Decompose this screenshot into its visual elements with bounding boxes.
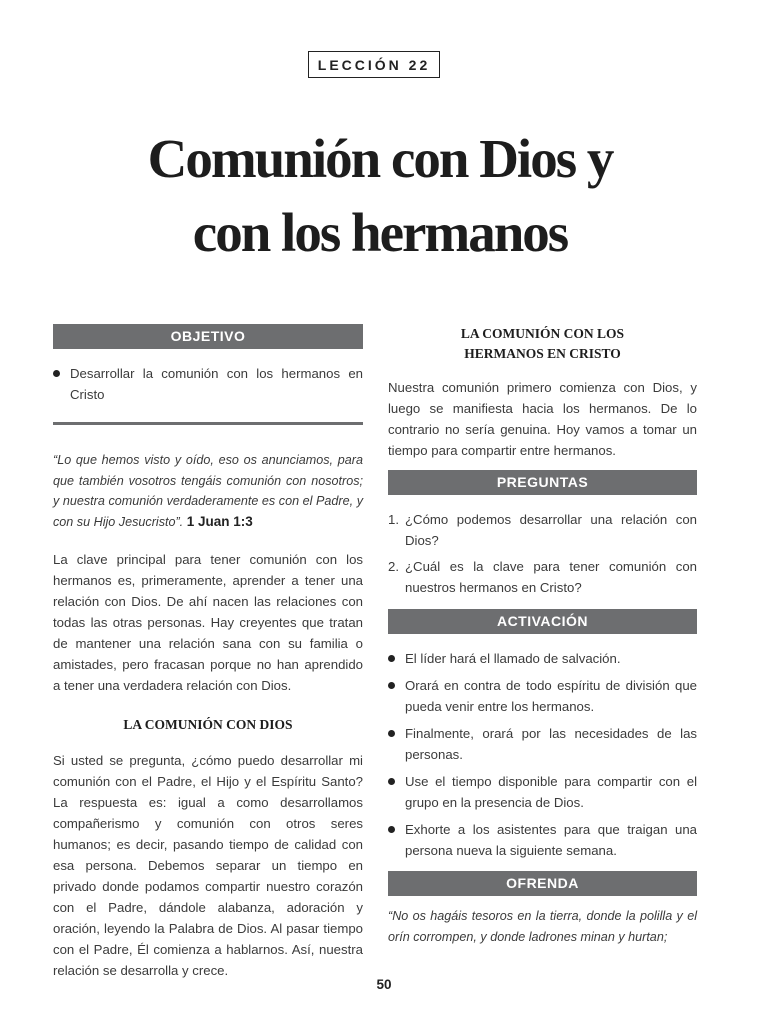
bullet-icon [388, 655, 395, 662]
activation-item [388, 771, 697, 813]
question-number: 2. [388, 559, 399, 574]
section-paragraph-comunion-hermanos: Nuestra comunión primero comienza con Dios, y luego se manifiesta hacia los hermanos. De lo contrario no sería genuina. Hoy vamos a tomar un tiempo para compartir entre hermanos. [388, 380, 697, 458]
question-text: ¿Cómo podemos desarrollar una relación con Dios? [405, 512, 697, 548]
activation-item [388, 819, 697, 861]
right-column [388, 324, 697, 947]
intro-paragraph: La clave principal para tener comunión con los hermanos es, primeramente, aprender a tener una relación con Dios. De ahí nacen las relaciones con todas las otras personas. Hay creyentes que tratan de mantener una relación sana con su familia o amistades, pero fracasan porque no han aprendido a tener una verdadera relación con Dios. [53, 552, 363, 693]
section-divider [53, 422, 363, 425]
offering-quote: “No os hagáis tesoros en la tierra, donde la polilla y el orín corrompen, y donde ladrones minan y hurtan; [388, 909, 697, 944]
questions-list [388, 509, 697, 598]
activation-item [388, 675, 697, 717]
objective-item [53, 363, 363, 405]
offering-heading: OFRENDA [388, 871, 697, 896]
left-column [53, 324, 363, 981]
activation-item-text: Orará en contra de todo espíritu de división que pueda venir entre los hermanos. [405, 678, 697, 714]
section-heading-line-1: LA COMUNIÓN CON LOS [460, 326, 625, 341]
activation-item-text: Finalmente, orará por las necesidades de las personas. [405, 726, 697, 762]
bullet-icon [388, 826, 395, 833]
activation-heading: ACTIVACIÓN [388, 609, 697, 634]
activation-item-text: El líder hará el llamado de salvación. [405, 651, 621, 666]
activation-item-text: Use el tiempo disponible para compartir con el grupo en la presencia de Dios. [405, 774, 697, 810]
title-line-2: con los hermanos [192, 202, 568, 263]
section-heading-comunion-hermanos [388, 324, 697, 364]
bullet-icon [388, 778, 395, 785]
question-item [388, 509, 697, 551]
questions-heading: PREGUNTAS [388, 470, 697, 495]
section-heading-line-2: HERMANOS EN CRISTO [464, 346, 621, 361]
activation-list [388, 648, 697, 861]
question-text: ¿Cuál es la clave para tener comunión con nuestros hermanos en Cristo? [405, 559, 697, 595]
lesson-label: LECCIÓN 22 [308, 51, 440, 78]
activation-item [388, 648, 697, 669]
page-number: 50 [376, 977, 392, 992]
objective-heading: OBJETIVO [53, 324, 363, 349]
scripture-reference: 1 Juan 1:3 [186, 513, 253, 529]
question-number: 1. [388, 512, 399, 527]
bullet-icon [53, 370, 60, 377]
activation-item-text: Exhorte a los asistentes para que traigan una persona nueva la siguiente semana. [405, 822, 697, 858]
scripture-quote-text: “Lo que hemos visto y oído, eso os anunciamos, para que también vosotros tengáis comunión con nosotros; y nuestra comunión verdaderamente es con el Padre, y con su Hijo Jesucristo”. [53, 453, 363, 529]
objective-item-text: Desarrollar la comunión con los hermanos en Cristo [70, 366, 363, 402]
bullet-icon [388, 730, 395, 737]
scripture-quote [53, 450, 363, 532]
bullet-icon [388, 682, 395, 689]
section-paragraph-comunion-dios: Si usted se pregunta, ¿cómo puedo desarrollar mi comunión con el Padre, el Hijo y el Espíritu Santo? La respuesta es: igual a como desarrollamos compañerismo y comunión con otros seres humanos; es decir, pasando tiempo de calidad con esa persona. Debemos separar un tiempo en privado donde podamos compartir nuestro corazón con el Padre, dándole alabanza, adoración y oración, leyendo la Palabra de Dios. Al pasar tiempo con el Padre, Él comienza a hablarnos. Así, nuestra relación se desarrolla y crece. [53, 753, 363, 978]
question-item [388, 556, 697, 598]
objective-list [53, 363, 363, 405]
page-title [60, 122, 700, 270]
section-heading-comunion-dios: LA COMUNIÓN CON DIOS [123, 717, 293, 732]
title-line-1: Comunión con Dios y [147, 128, 613, 189]
activation-item [388, 723, 697, 765]
